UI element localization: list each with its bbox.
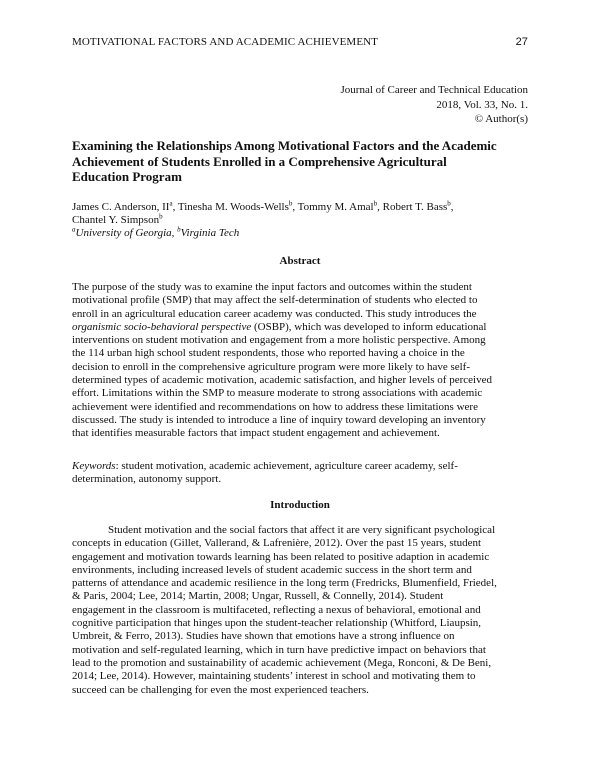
author-name: , Tinesha M. Woods-Wells — [172, 201, 289, 213]
abstract-line — [72, 321, 530, 334]
title-line: Education Program — [72, 169, 182, 185]
abstract-line: decision to enroll in the comprehensive agriculture program were more likely to have self- — [72, 360, 470, 373]
abstract-heading: Abstract — [279, 255, 321, 267]
intro-line: & Paris, 2004; Lee, 2014; Martin, 2008; Ungar, Russell, & Connelly, 2014). Student — [72, 590, 444, 603]
keywords-label: Keywords — [72, 460, 116, 472]
running-head-title: MOTIVATIONAL FACTORS AND ACADEMIC ACHIEVEMENT — [72, 36, 378, 48]
abstract-italic-term: organismic socio-behavioral perspective — [72, 320, 252, 333]
affiliation-mark: b — [373, 199, 378, 208]
affiliation-mark: b — [159, 212, 163, 221]
abstract-line: that identifies measurable factors that impact student engagement and achievement. — [72, 427, 440, 440]
keywords-line — [72, 460, 530, 473]
journal-name: Journal of Career and Technical Education — [340, 84, 528, 96]
author-separator: , — [450, 201, 454, 213]
abstract-body — [72, 281, 530, 441]
abstract-line: interventions on student motivation and engagement from a more holistic perspective. Among — [72, 334, 486, 347]
abstract-line: motivational profile (SMP) that may affect the self-determination of students who elected to — [72, 294, 478, 307]
journal-copyright: © Author(s) — [474, 113, 528, 125]
journal-volume: 2018, Vol. 33, No. 1. — [436, 98, 528, 111]
keywords — [72, 460, 530, 487]
intro-line: motivation and self-regulated learning, which in turn have predictive impact on behaviors that — [72, 643, 486, 656]
introduction-body — [72, 524, 530, 697]
intro-line: Student motivation and the social factors that affect it are very significant psychological — [108, 524, 496, 536]
abstract-line: the 114 urban high school student respondents, those who reported having a choice in the — [72, 347, 465, 360]
author-name: James C. Anderson, II — [72, 201, 170, 213]
page-number: 27 — [515, 36, 528, 48]
affiliation-mark: a — [72, 225, 76, 234]
intro-line: 2014; Lee, 2014). However, maintaining students’ interest in school and motivating them to — [72, 670, 476, 683]
intro-line: engagement and motivation towards learning has been related to positive adaption in academic — [72, 550, 490, 563]
author-name: Chantel Y. Simpson — [72, 214, 160, 227]
keywords-text: determination, autonomy support. — [72, 473, 222, 486]
affiliations — [72, 227, 239, 239]
intro-line: cognitive participation that hinges upon the student-teacher relationship (Whitford, Liaupsin, — [72, 617, 482, 630]
running-head — [72, 36, 528, 48]
paper-title — [72, 138, 532, 185]
intro-line: concepts in education (Gillet, Vallerand, & Lafrenière, 2012). Over the past 15 years, student — [72, 537, 482, 550]
introduction-heading: Introduction — [270, 499, 330, 511]
title-line: Achievement of Students Enrolled in a Comprehensive Agricultural — [72, 153, 447, 169]
intro-line: succeed can be challenging for even the most experienced teachers. — [72, 683, 369, 696]
title-line: Examining the Relationships Among Motivational Factors and the Academic — [72, 138, 497, 153]
journal-info — [341, 83, 528, 127]
affiliation-mark: b — [447, 199, 451, 208]
intro-line: lead to the promotion and sustainability of academic achievement (Mega, Ronconi, & De Beni, — [72, 656, 492, 669]
abstract-line: effort. Limitations within the SMP to measure moderate to strong associations with academic — [72, 387, 483, 400]
intro-line: patterns of attendance and academic resilience in the long term (Fredricks, Blumenfield, Friedel, — [72, 577, 497, 590]
abstract-line-rest: (OSBP), which was developed to inform educational — [251, 320, 487, 333]
keywords-text: : student motivation, academic achievement, agriculture career academy, self- — [115, 460, 458, 472]
intro-line: environments, including increased levels of student academic success in the short term and — [72, 563, 472, 576]
abstract-line: discussed. The study is intended to introduce a line of inquiry toward developing an inventory — [72, 413, 486, 426]
abstract-line: The purpose of the study was to examine the input factors and outcomes within the student — [72, 281, 472, 293]
author-list — [72, 201, 528, 228]
abstract-line: determined types of academic motivation, academic satisfaction, and higher levels of perceived — [72, 374, 492, 387]
author-name: , Tommy M. Amal — [292, 201, 374, 213]
intro-line: Umbreit, & Ferro, 2013). Studies have shown that emotions have a strong influence on — [72, 630, 455, 643]
affiliation-mark: a — [169, 199, 173, 208]
intro-line: engagement in the classroom is multifaceted, reflecting a nexus of behavioral, emotional and — [72, 603, 481, 616]
abstract-line: achievement were identified and recommendations on how to address these limitations were — [72, 400, 478, 413]
author-name: , Robert T. Bass — [377, 201, 448, 213]
abstract-line: enroll in an agricultural education career academy was conducted. This study introduces the — [72, 307, 477, 320]
affiliation-name: University of Georgia, — [75, 227, 178, 239]
affiliation-mark: b — [177, 225, 181, 234]
affiliation-name: Virginia Tech — [180, 227, 240, 239]
affiliation-mark: b — [288, 199, 293, 208]
